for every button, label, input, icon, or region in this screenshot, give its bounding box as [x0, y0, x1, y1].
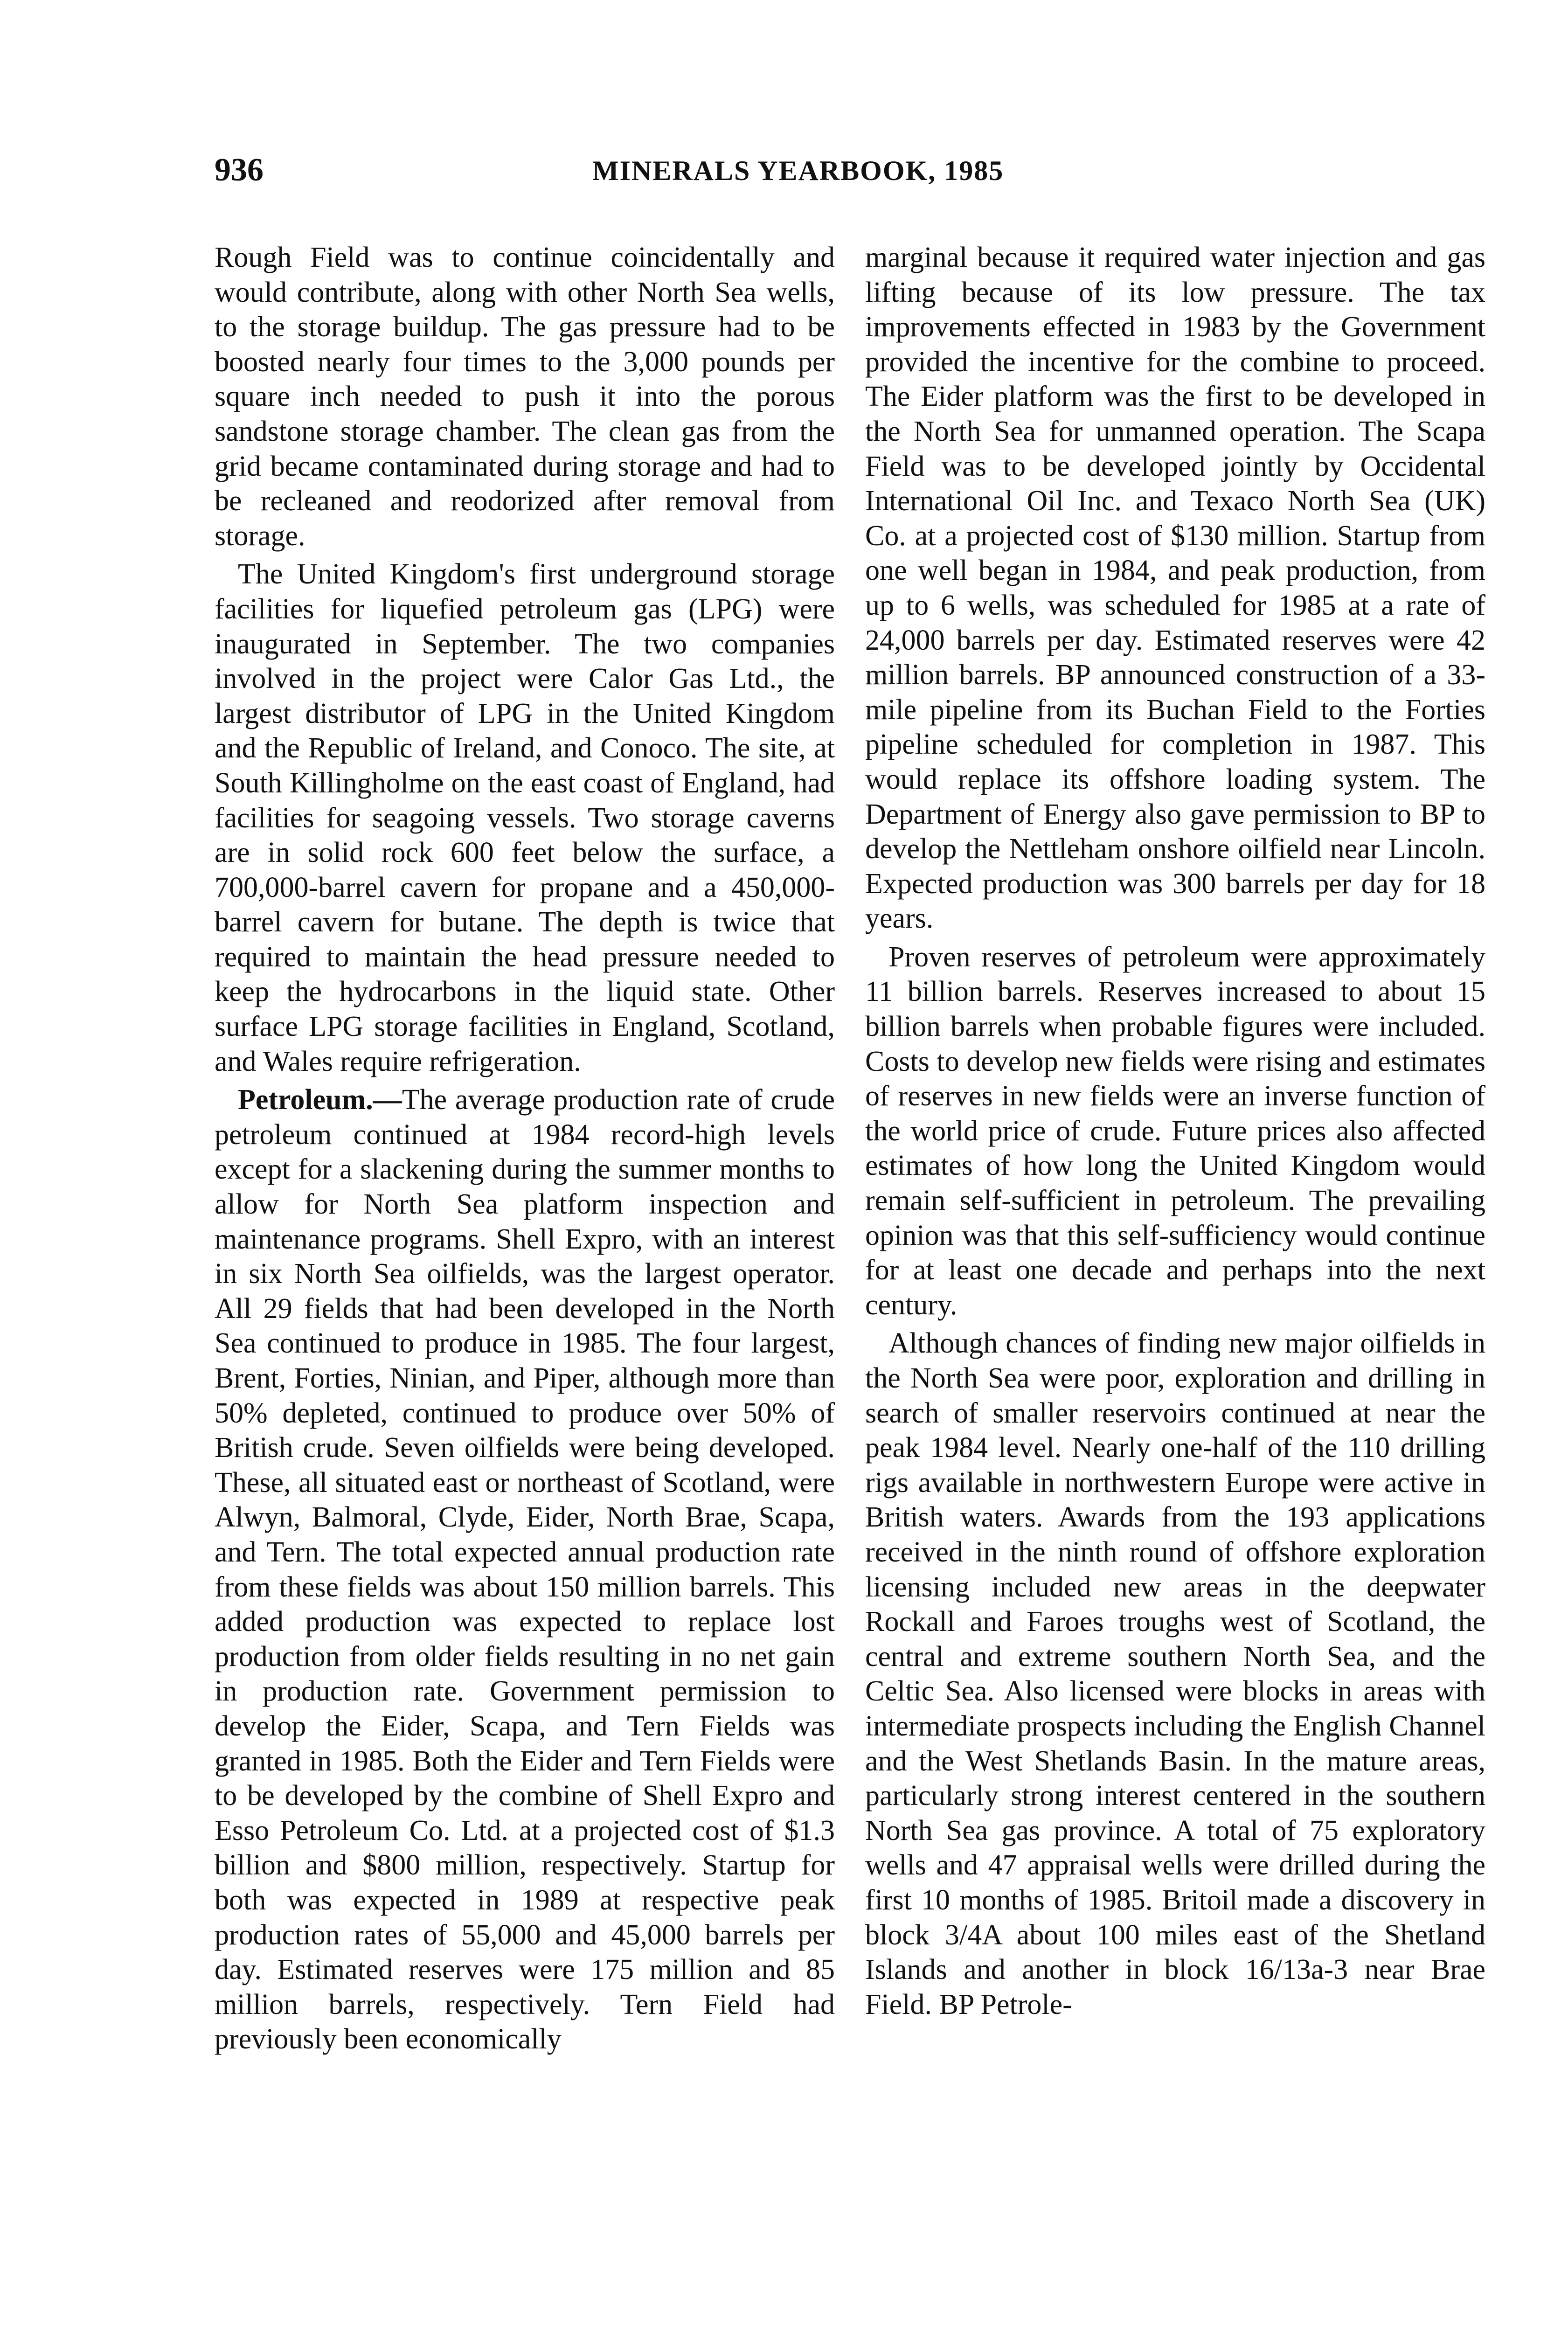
paragraph-tern-scapa: marginal because it required water injection and gas lifting because of its low pressure. The tax improvements effected in 1983 by the Government provided the incentive for the combine to proceed. The Eider platform was the first to be developed in the North Sea for unmanned operation. The Scapa Field was to be developed jointly by Occidental International Oil Inc. and Texaco North Sea (UK) Co. at a projected cost of $130 million. Startup from one well began in 1984, and peak production, from up to 6 wells, was scheduled for 1985 at a rate of 24,000 barrels per day. Estimated reserves were 42 million barrels. BP announced construction of a 33-mile pipeline from its Buchan Field to the Forties pipeline scheduled for completion in 1987. This would replace its offshore loading system. The Department of Energy also gave permission to BP to develop the Nettleham onshore oilfield near Lincoln. Expected production was 300 barrels per day for 18 years. [865, 242, 1485, 935]
paragraph-rough-field-continued: Rough Field was to continue coincidentally and would contribute, along with other North Sea wells, to the storage buildup. The gas pressure had to be boosted nearly four times to the 3,000 pounds per square inch needed to push it into the porous sandstone storage chamber. The clean gas from the grid became contaminated during storage and had to be recleaned and reodorized after removal from storage. [215, 242, 835, 552]
section-heading-petroleum: Petroleum.— [238, 1084, 402, 1116]
page-number: 936 [215, 152, 264, 188]
paragraph-proven-reserves: Proven reserves of petroleum were approximately 11 billion barrels. Reserves increased to about 15 billion barrels when probable figures were included. Costs to develop new fields were rising and estimates of reserves in new fields were an inverse function of the world price of crude. Future prices also affected estimates of how long the United Kingdom would remain self-sufficient in petroleum. The prevailing opinion was that this self-sufficiency would continue for at least one decade and perhaps into the next century. [865, 941, 1485, 1321]
paragraph-petroleum-body: The average production rate of crude petroleum continued at 1984 record-high levels except for a slackening during the summer months to allow for North Sea platform inspection and maintenance programs. Shell Expro, with an interest in six North Sea oilfields, was the largest operator. All 29 fields that had been developed in the North Sea continued to produce in 1985. The four largest, Brent, Forties, Ninian, and Piper, although more than 50% depleted, continued to produce over 50% of British crude. Seven oilfields were being developed. These, all situated east or northeast of Scotland, were Alwyn, Balmoral, Clyde, Eider, North Brae, Scapa, and Tern. The total expected annual production rate from these fields was about 150 million barrels. This added production was expected to replace lost production from older fields resulting in no net gain in production rate. Government permission to develop the Eider, Scapa, and Tern Fields was granted in 1985. Both the Eider and Tern Fields were to be developed by the combine of Shell Expro and Esso Petroleum Co. Ltd. at a projected cost of $1.3 billion and $800 million, respectively. Startup for both was expected in 1989 at respective peak production rates of 55,000 and 45,000 barrels per day. Estimated reserves were 175 million and 85 million barrels, respectively. Tern Field had previously been economically [215, 1084, 835, 2055]
paragraph-lpg-storage: The United Kingdom's first underground storage facilities for liquefied petroleum gas (LPG) were inaugurated in September. The two companies involved in the project were Calor Gas Ltd., the largest distributor of LPG in the United Kingdom and the Republic of Ireland, and Conoco. The site, at South Killingholme on the east coast of England, had facilities for seagoing vessels. Two storage caverns are in solid rock 600 feet below the surface, a 700,000-barrel cavern for propane and a 450,000-barrel cavern for butane. The depth is twice that required to maintain the head pressure needed to keep the hydrocarbons in the liquid state. Other surface LPG storage facilities in England, Scotland, and Wales require refrigeration. [215, 558, 835, 1077]
right-column [865, 240, 1485, 2022]
left-column [215, 240, 835, 2057]
running-head: MINERALS YEARBOOK, 1985 [592, 155, 1004, 186]
paragraph-petroleum [215, 1083, 835, 2057]
paragraph-exploration: Although chances of finding new major oilfields in the North Sea were poor, exploration and drilling in search of smaller reservoirs continued at near the peak 1984 level. Nearly one-half of the 110 drilling rigs available in northwestern Europe were active in British waters. Awards from the 193 applications received in the ninth round of offshore exploration licensing included new areas in the deepwater Rockall and Faroes troughs west of Scotland, the central and extreme southern North Sea, and the Celtic Sea. Also licensed were blocks in areas with intermediate prospects including the English Channel and the West Shetlands Basin. In the mature areas, particularly strong interest centered in the southern North Sea gas province. A total of 75 exploratory wells and 47 appraisal wells were drilled during the first 10 months of 1985. Britoil made a discovery in block 3/4A about 100 miles east of the Shetland Islands and another in block 16/13a-3 near Brae Field. BP Petrole- [865, 1327, 1485, 2020]
